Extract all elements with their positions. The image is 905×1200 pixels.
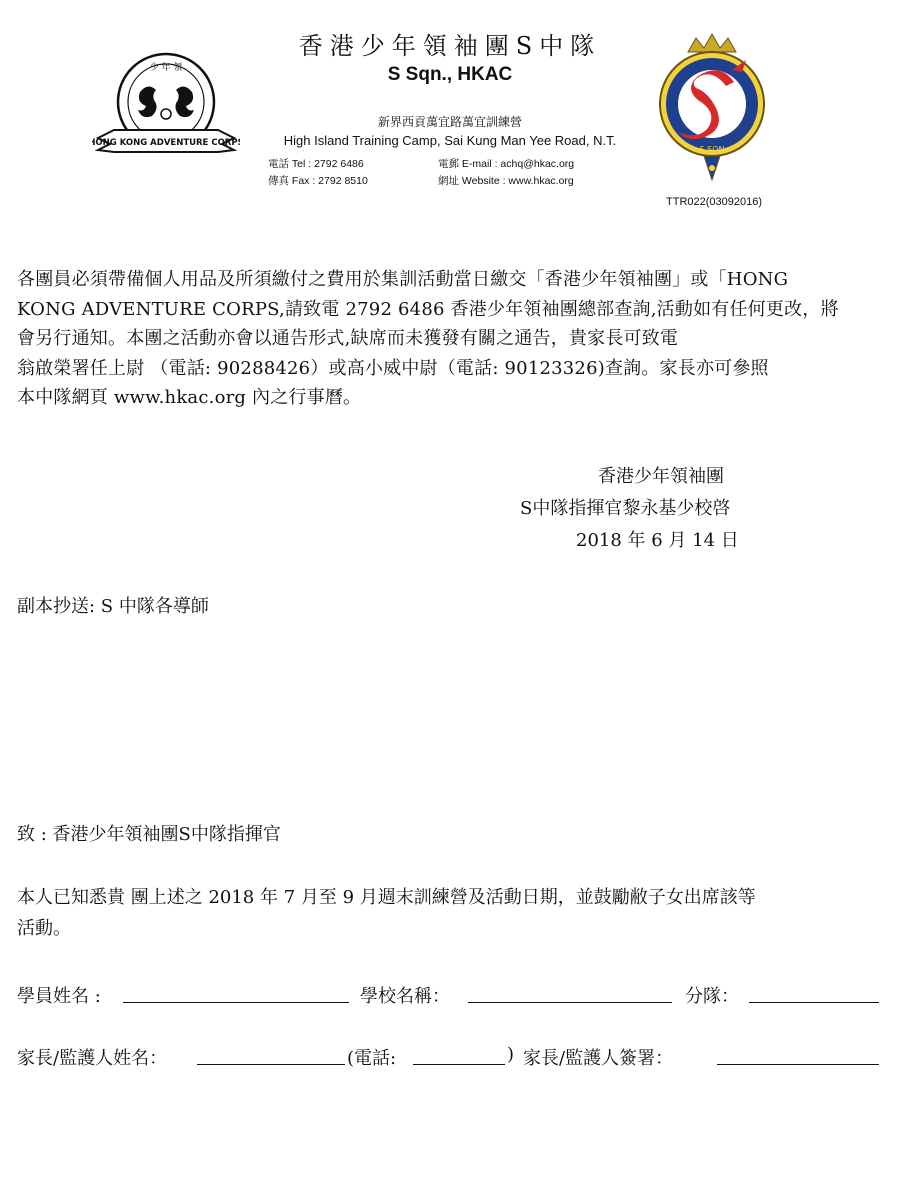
logo-right-ring-text: S SQN <box>699 145 725 154</box>
org-name-english: S Sqn., HKAC <box>387 64 513 85</box>
acknowledgement-line: 活動。 <box>17 918 71 939</box>
parent-signature-field[interactable] <box>717 1064 879 1065</box>
signature-org: 香港少年領袖團 <box>598 466 724 487</box>
email: 電郵 E-mail : achq@hkac.org <box>438 158 575 170</box>
notice-paragraph <box>17 265 885 413</box>
org-name-chinese: 香港少年領袖團S中隊 <box>298 32 602 60</box>
address-english: High Island Training Camp, Sai Kung Man Yee Road, N.T. <box>283 133 617 148</box>
patrol-field[interactable] <box>749 1002 879 1003</box>
signature-date: 2018 年 6 月 14 日 <box>576 530 739 551</box>
notice-line: 會另行通知。本團之活動亦會以通告形式,缺席而未獲發有關之通告，貴家長可致電 <box>17 328 679 349</box>
acknowledgement-text <box>17 882 892 944</box>
parent-signature-label: 家長/監護人簽署： <box>523 1048 674 1069</box>
student-name-label: 學員姓名 : <box>17 986 101 1007</box>
hkac-emblem-logo <box>92 48 240 166</box>
carbon-copy-line: 副本抄送: S 中隊各導師 <box>17 596 209 617</box>
signature-officer: S中隊指揮官黎永基少校啓 <box>520 498 731 519</box>
school-name-field[interactable] <box>468 1002 672 1003</box>
address-chinese: 新界西貢萬宜路萬宜訓練營 <box>377 115 522 129</box>
parent-info-row <box>17 1044 887 1068</box>
parent-name-field[interactable] <box>197 1064 345 1065</box>
phone-close: ) <box>507 1044 515 1065</box>
website: 網址 Website : www.hkac.org <box>438 175 574 187</box>
fax: 傳真 Fax : 2792 8510 <box>268 175 368 187</box>
patrol-label: 分隊： <box>685 986 739 1007</box>
reply-addressee: 致 : 香港少年領袖團S中隊指揮官 <box>17 824 281 845</box>
telephone: 電話 Tel : 2792 6486 <box>268 158 364 170</box>
svg-text:少 年 領: 少 年 領 <box>149 63 183 73</box>
phone-field[interactable] <box>413 1064 505 1065</box>
student-name-field[interactable] <box>123 1002 349 1003</box>
reference-number: TTR022(03092016) <box>666 196 763 208</box>
student-info-row <box>17 982 887 1006</box>
phone-label: (電話: <box>347 1048 397 1069</box>
notice-line: 本中隊網頁 www.hkac.org 內之行事曆。 <box>17 387 362 408</box>
notice-line: 各團員必須帶備個人用品及所須繳付之費用於集訓活動當日繳交「香港少年領袖團」或「HONG <box>17 269 789 290</box>
s-squadron-badge-logo <box>652 30 772 190</box>
logo-left-banner-text: HONG KONG ADVENTURE CORPS <box>92 138 240 148</box>
parent-name-label: 家長/監護人姓名： <box>17 1048 168 1069</box>
acknowledgement-line: 本人已知悉貴 團上述之 2018 年 7 月至 9 月週末訓練營及活動日期，並鼓勵敝子女出席該等 <box>17 887 756 908</box>
school-name-label: 學校名稱： <box>360 986 450 1007</box>
notice-line: KONG ADVENTURE CORPS,請致電 2792 6486 香港少年領袖團總部查詢,活動如有任何更改，將 <box>17 298 839 320</box>
notice-line: 翁啟榮署任上尉 （電話: 90288426）或高小威中尉（電話: 90123326)查詢。家長亦可參照 <box>17 357 769 379</box>
